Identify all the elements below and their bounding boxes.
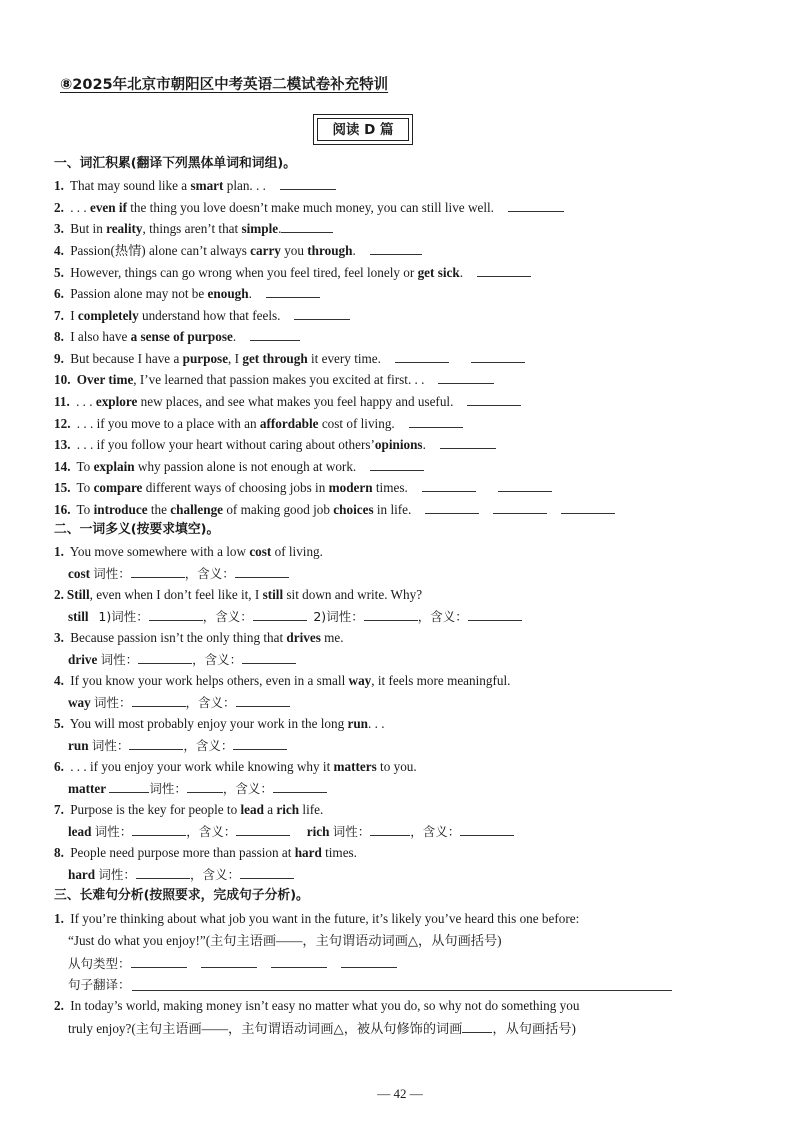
section-badge-label: 阅读 D 篇 bbox=[317, 118, 409, 141]
answer-blank[interactable] bbox=[370, 458, 424, 471]
vocab-item-10: 10. Over time, I’ve learned that passion makes you excited at first. . . bbox=[54, 371, 494, 388]
document-title: ⑧2025年北京市朝阳区中考英语二模试卷补充特训 bbox=[60, 77, 389, 93]
polysemy-answer-2: still 1)词性： ，含义： 2)词性： ，含义： bbox=[68, 608, 522, 625]
answer-blank[interactable] bbox=[253, 608, 307, 621]
answer-blank[interactable] bbox=[138, 651, 192, 664]
polysemy-answer-4: way 词性： ，含义： bbox=[68, 694, 290, 711]
section2-heading: 二、一词多义(按要求填空)。 bbox=[54, 522, 220, 537]
translation-answer-line[interactable] bbox=[132, 990, 672, 991]
analysis-item-2: 2. In today’s world, making money isn’t easy no matter what you do, so why not do something you bbox=[54, 998, 580, 1013]
section1-heading: 一、词汇积累(翻译下列黑体单词和词组)。 bbox=[54, 156, 297, 171]
vocab-item-14: 14. To explain why passion alone is not enough at work. bbox=[54, 458, 424, 475]
answer-blank[interactable] bbox=[460, 823, 514, 836]
answer-blank[interactable] bbox=[242, 651, 296, 664]
section-badge bbox=[313, 114, 413, 145]
answer-blank[interactable] bbox=[477, 264, 531, 277]
polysemy-answer-6: matter 词性： ，含义： bbox=[68, 780, 327, 797]
clause-type-row: 从句类型： bbox=[68, 955, 397, 972]
answer-blank[interactable] bbox=[273, 780, 327, 793]
answer-blank[interactable] bbox=[493, 501, 547, 514]
answer-blank[interactable] bbox=[131, 565, 185, 578]
page-number: — 42 — bbox=[377, 1086, 423, 1101]
answer-blank[interactable] bbox=[236, 823, 290, 836]
vocab-item-13: 13. . . . if you follow your heart without caring about others’opinions. bbox=[54, 436, 496, 453]
vocab-item-8: 8. I also have a sense of purpose. bbox=[54, 328, 300, 345]
answer-blank[interactable] bbox=[341, 955, 397, 968]
analysis-item-2-line2: truly enjoy?(主句主语画——，主句谓语动词画△，被从句修饰的词画 ，从句画括号) bbox=[68, 1021, 576, 1036]
polysemy-item-6: 6. . . . if you enjoy your work while knowing why it matters to you. bbox=[54, 759, 417, 774]
vocab-item-7: 7. I completely understand how that feels. bbox=[54, 307, 350, 324]
vocab-item-11: 11. . . . explore new places, and see what makes you feel happy and useful. bbox=[54, 393, 521, 410]
vocab-item-9: 9. But because I have a purpose, I get through it every time. bbox=[54, 350, 525, 367]
answer-blank[interactable] bbox=[250, 328, 300, 341]
answer-blank[interactable] bbox=[294, 307, 350, 320]
answer-blank[interactable] bbox=[235, 565, 289, 578]
polysemy-answer-3: drive 词性： ，含义： bbox=[68, 651, 296, 668]
vocab-item-12: 12. . . . if you move to a place with an affordable cost of living. bbox=[54, 415, 463, 432]
vocab-item-6: 6. Passion alone may not be enough. bbox=[54, 285, 320, 302]
polysemy-answer-5: run 词性： ，含义： bbox=[68, 737, 287, 754]
answer-blank[interactable] bbox=[109, 780, 149, 793]
polysemy-item-2: 2. Still, even when I don’t feel like it, I still sit down and write. Why? bbox=[54, 587, 423, 602]
answer-blank[interactable] bbox=[425, 501, 479, 514]
answer-blank[interactable] bbox=[132, 694, 186, 707]
answer-blank[interactable] bbox=[462, 1020, 492, 1033]
polysemy-item-8: 8. People need purpose more than passion at hard times. bbox=[54, 845, 357, 860]
answer-blank[interactable] bbox=[280, 177, 336, 190]
polysemy-item-1: 1. You move somewhere with a low cost of living. bbox=[54, 544, 323, 559]
answer-blank[interactable] bbox=[561, 501, 615, 514]
answer-blank[interactable] bbox=[508, 199, 564, 212]
polysemy-item-4: 4. If you know your work helps others, even in a small way, it feels more meaningful. bbox=[54, 673, 511, 688]
vocab-item-1: 1. That may sound like a smart plan. . . bbox=[54, 177, 336, 194]
polysemy-item-7: 7. Purpose is the key for people to lead a rich life. bbox=[54, 802, 324, 817]
answer-blank[interactable] bbox=[271, 955, 327, 968]
polysemy-item-3: 3. Because passion isn’t the only thing that drives me. bbox=[54, 630, 344, 645]
analysis-item-1-line2: “Just do what you enjoy!”(主句主语画——，主句谓语动词画△，从句画括号) bbox=[68, 933, 502, 948]
answer-blank[interactable] bbox=[438, 371, 494, 384]
vocab-item-15: 15. To compare different ways of choosing jobs in modern times. bbox=[54, 479, 552, 496]
answer-blank[interactable] bbox=[149, 608, 203, 621]
answer-blank[interactable] bbox=[236, 694, 290, 707]
answer-blank[interactable] bbox=[240, 866, 294, 879]
answer-blank[interactable] bbox=[187, 780, 223, 793]
vocab-item-5: 5. However, things can go wrong when you feel tired, feel lonely or get sick. bbox=[54, 264, 531, 281]
answer-blank[interactable] bbox=[131, 955, 187, 968]
answer-blank[interactable] bbox=[233, 737, 287, 750]
answer-blank[interactable] bbox=[201, 955, 257, 968]
answer-blank[interactable] bbox=[468, 608, 522, 621]
answer-blank[interactable] bbox=[129, 737, 183, 750]
answer-blank[interactable] bbox=[498, 479, 552, 492]
vocab-item-4: 4. Passion(热情) alone can’t always carry you through. bbox=[54, 242, 422, 259]
polysemy-answer-8: hard 词性： ，含义： bbox=[68, 866, 294, 883]
answer-blank[interactable] bbox=[370, 242, 422, 255]
answer-blank[interactable] bbox=[136, 866, 190, 879]
answer-blank[interactable] bbox=[266, 285, 320, 298]
polysemy-item-5: 5. You will most probably enjoy your work in the long run. . . bbox=[54, 716, 385, 731]
analysis-item-1: 1. If you’re thinking about what job you want in the future, it’s likely you’ve heard this one before: bbox=[54, 911, 580, 926]
translation-row: 句子翻译： bbox=[68, 977, 131, 992]
answer-blank[interactable] bbox=[471, 350, 525, 363]
polysemy-answer-1: cost 词性： ，含义： bbox=[68, 565, 289, 582]
answer-blank[interactable] bbox=[409, 415, 463, 428]
answer-blank[interactable] bbox=[422, 479, 476, 492]
answer-blank[interactable] bbox=[370, 823, 410, 836]
section3-heading: 三、长难句分析(按照要求，完成句子分析)。 bbox=[54, 888, 309, 903]
vocab-item-2: 2. . . . even if the thing you love doesn’t make much money, you can still live well. bbox=[54, 199, 564, 216]
answer-blank[interactable] bbox=[364, 608, 418, 621]
vocab-item-16: 16. To introduce the challenge of making good job choices in life. bbox=[54, 501, 615, 518]
answer-blank[interactable] bbox=[467, 393, 521, 406]
polysemy-answer-7: lead 词性： ，含义： rich 词性： ，含义： bbox=[68, 823, 514, 840]
answer-blank[interactable] bbox=[395, 350, 449, 363]
answer-blank[interactable] bbox=[440, 436, 496, 449]
answer-blank[interactable] bbox=[281, 220, 333, 233]
answer-blank[interactable] bbox=[132, 823, 186, 836]
vocab-item-3: 3. But in reality, things aren’t that simple. bbox=[54, 220, 333, 237]
